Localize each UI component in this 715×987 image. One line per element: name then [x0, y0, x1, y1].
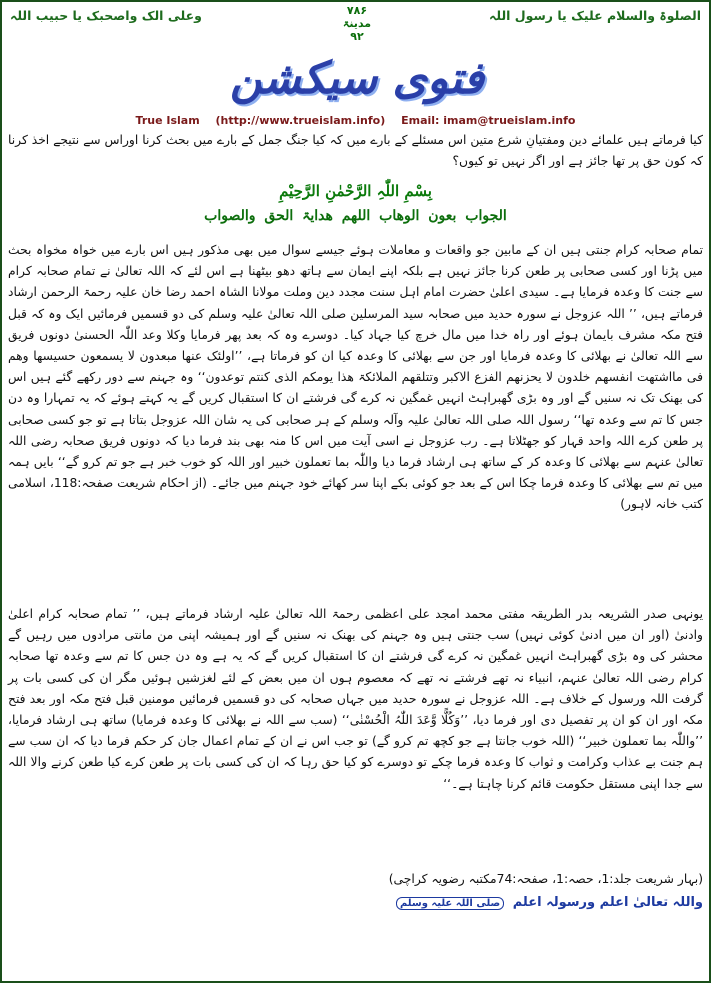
site-url-link[interactable]: (http://www.trueislam.info) [215, 114, 386, 127]
header-madina: مدینۃ [342, 17, 372, 30]
site-email-link[interactable]: Email: imam@trueislam.info [401, 114, 576, 127]
logo-title: فتوی سیکشن [230, 53, 484, 104]
answer-paragraph-2: یونہی صدر الشریعہ بدر الطریقہ مفتی محمد امجد علی اعظمی رحمۃ اللہ تعالیٰ علیہ ارشاد فرماتے ہیں، ’’ تمام صحابہ کرام اعلیٰ وادنیٰ (اور ان میں ادنیٰ کوئی نہیں) سب جنتی ہیں وہ جہنم کی بھنک نہ سنیں گے اور ہمیشہ اپنی من مانتی مرادوں میں رہیں گے محشر کی وہ بڑی گھبراہٹ انہیں غمگین نہ کرے گی فرشتے ان کا استقبال کریں گے کہ یہ ہے وہ دن جس کا تم سے وعدہ تھا صحابہ کرام رضی اللہ تعالیٰ عنہم، انبیاء نہ تھے فرشتے نہ تھے کہ معصوم ہوں ان میں بعض کے لئے لغزشیں ہوئیں مگر ان کی کسی بات پر گرفت اللہ ورسول کے خلاف ہے۔ اللہ عزوجل نے سورہ حدید میں جہاں صحابہ کی دو قسمیں فرمائیں مومنین قبل فتح مکہ اور بعد فتح مکہ اور ان کو ان پر تفصیل دی اور فرما دیا، ’’وَکُلًّا وَّعَدَ اللّٰہُ الْحُسْنٰی‘‘ (سب سے اللہ نے بھلائی کا وعدہ فرمایا) ساتھ ہی ارشاد فرمایا، ’’واللّٰہ بما تعملون خبیر‘‘ (اللہ خوب جانتا ہے جو کچھ تم کرو گے) تو جب اس نے ان کے تمام اعمال جان کر حکم فرما دیا کہ ان سب سے ہم جنت بے عذاب وکرامت و ثواب کا وعدہ فرما چکے تو دوسرے کو کیا حق رہا کہ ان کی کسی بات پر طعن کرے کیا طعن کرنے والا اللہ سے جدا اپنی مستقل حکومت قائم کرنا چاہتا ہے۔‘‘ [8, 607, 703, 791]
answer-paragraph-1: تمام صحابہ کرام جنتی ہیں ان کے مابین جو واقعات و معاملات ہوئے جیسے سوال میں بھی مذکور ہیں اس بارے میں خواہ مخواہ بحث میں پڑنا اور کسی صحابی پر طعن کرنا جائز نہیں ہے بلکہ اپنے ایمان سے ہاتھ دھو بیٹھنا ہے اس لئے کہ اللہ تعالیٰ نے تمام صحابہ کرام سے جنت کا وعدہ فرمایا ہے۔ سیدی اعلیٰ حضرت امام اہل سنت مجدد دین وملت مولانا الشاہ احمد رضا خان علیہ رحمۃ الرحمن ارشاد فرماتے ہیں، ’’ اللہ عزوجل نے سورہ حدید میں صحابہ سید المرسلین صلی اللہ تعالیٰ علیہ وسلم کی دو قسمیں فرمائیں ایک وہ کہ قبل فتح مکہ مشرف بایمان ہوئے اور راہ خدا میں مال خرچ کیا جہاد کیا۔ دوسرے وہ کہ بعد پھر فرمایا وکلا وعد اللّٰہ الحسنیٰ دونوں فریق سے اللہ تعالیٰ نے بھلائی کا وعدہ فرمایا اور جن سے بھلائی کا وعدہ کیا ان کو فرماتا ہے، ’’اولئک عنھا مبعدون لا یسمعون حسیسھا وھم فی مااشتھت انفسھم خلدون لا یحزنھم الفزع الاکبر وتتلقھم الملائکۃ ھذا یومکم الذی کنتم توعدون‘‘ وہ جہنم سے دور رکھے گئے ہیں اس کی بھنک تک نہ سنیں گے اور وہ بڑی گھبراہٹ انہیں غمگین نہ کرے گی فرشتے ان کا استقبال کریں گے یہ کہتے ہوئے کہ یہ تمہارا وہ دن جس کا تم سے وعدہ تھا‘‘ رسول اللہ صلی اللہ تعالیٰ علیہ وآلہ وسلم کے ہر صحابی کی یہ شان اللہ عزوجل بتاتا ہے تو جو کسی صحابی پر طعن کرے اللہ واحد قہار کو جھٹلاتا ہے۔ رب عزوجل نے اسی آیت میں اس کا منہ بھی بند فرما دیا کہ دونوں فریق صحابہ رضی اللہ تعالیٰ عنہم سے بھلائی کا وعدہ کر کے ساتھ ہی ارشاد فرما دیا واللّٰہ بما تعملون خبیر اور اللہ کو خوب خبر ہے جو تم کرو گے‘‘ بایں ہمہ میں تم سے بھلائی کا وعدہ فرما چکا اس کے بعد جو کوئی بکے اپنا سر کھائے خود جہنم میں جائے۔ (از احکام شریعت صفحہ:118، اسلامی کتب خانہ لاہور) [8, 243, 703, 512]
fatwa-section-logo [152, 48, 562, 110]
bismillah: بِسْمِ اللّٰہِ الرَّحْمٰنِ الرَّحِیْمِ [279, 182, 432, 200]
answer-heading: الجواب بعون الوھاب اللھم ھدایۃ الحق والصواب [204, 208, 507, 224]
site-info-line [2, 114, 709, 127]
header-salutation-left: وعلی الک واصحبک یا حبیب اللہ [10, 8, 202, 23]
closing-text: واللہ تعالیٰ اعلم ورسولہ اعلم [512, 895, 703, 910]
site-name: True Islam [135, 114, 200, 127]
header-786: ۷۸۶ [346, 4, 368, 17]
header-salutation-right: الصلوۃ والسلام علیک یا رسول اللہ [489, 8, 701, 23]
question-text: کیا فرماتے ہیں علمائے دین ومفتیانِ شرع متین اس مسئلے کے بارے میں کہ کیا جنگ جمل کے بارے میں بحث کرنا اوراس سے نتیجے اخذ کرنا کہ کون حق پر تھا جائز ہے اور اگر نہیں تو کیوں؟ [8, 133, 703, 169]
reference-bahar-shariat: (بہار شریعت جلد:1، حصہ:1، صفحہ:74مکتبہ رضویہ کراچی) [388, 872, 703, 886]
header-center-numbers [327, 4, 387, 43]
salutation-seal: صلی اللہ علیہ وسلم [396, 897, 504, 910]
closing-line [396, 895, 703, 910]
header-92: ۹۲ [350, 30, 364, 43]
